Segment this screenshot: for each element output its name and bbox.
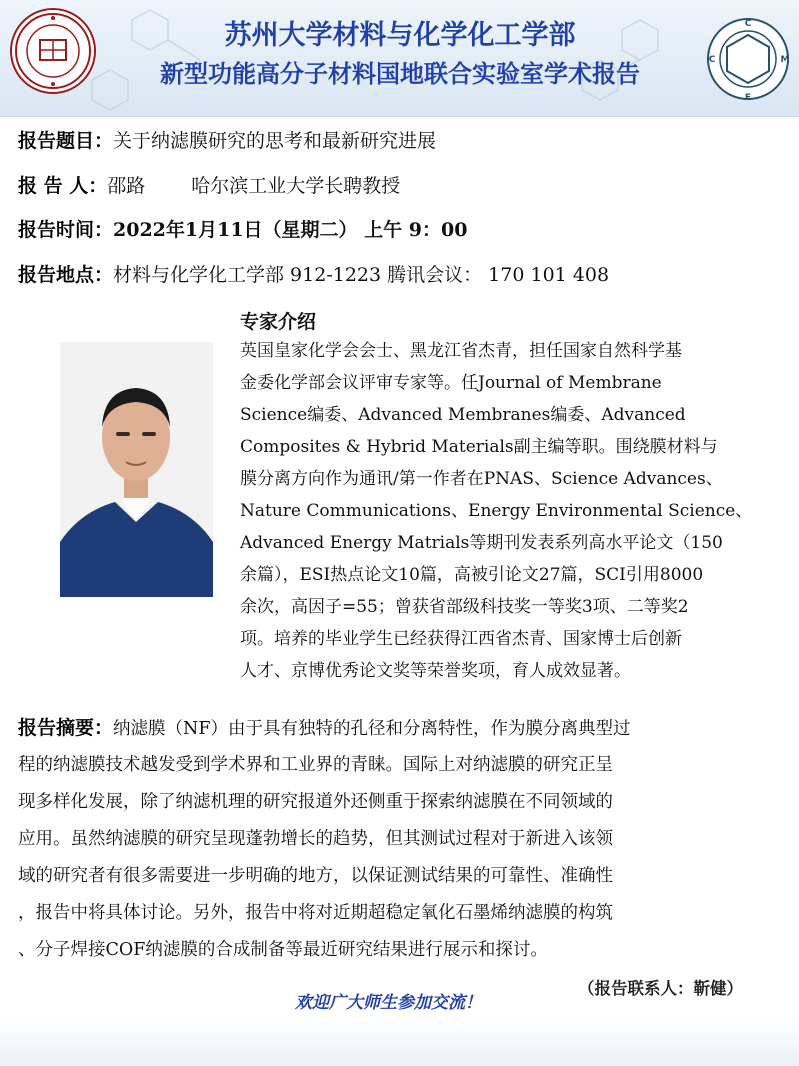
bio-line: 余篇），ESI热点论文10篇，高被引论文27篇，SCI引用8000: [240, 565, 704, 585]
bio-heading: 专家介绍: [240, 311, 317, 333]
soochow-university-logo: [10, 8, 96, 94]
speaker-row: [18, 175, 400, 197]
abstract-first-line: [18, 717, 630, 740]
hexagon-pattern-decoration: [0, 0, 799, 116]
location-row: [18, 264, 609, 286]
abstract-line: 域的研究者有很多需要进一步明确的地方，以保证测试结果的可靠性、准确性: [18, 866, 613, 886]
bio-line: Advanced Energy Matrials等期刊发表系列高水平论文（150: [240, 533, 723, 553]
speaker-photo: [60, 342, 213, 597]
time-value: 2022年1月11日（星期二） 上午 9：00: [113, 219, 468, 241]
speaker-name: 邵路: [107, 175, 146, 197]
abstract-line: 程的纳滤膜技术越发受到学术界和工业界的青睐。国际上对纳滤膜的研究正呈: [18, 755, 613, 775]
bio-line: Science编委、Advanced Membranes编委、Advanced: [240, 405, 686, 425]
abstract-line: 现多样化发展，除了纳滤机理的研究报道外还侧重于探索纳滤膜在不同领域的: [18, 792, 613, 812]
speaker-title: 哈尔滨工业大学长聘教授: [191, 175, 401, 197]
svg-text:E: E: [744, 93, 752, 103]
bio-line: 人才、京博优秀论文奖等荣誉奖项，育人成效显著。: [240, 661, 631, 681]
bio-line: Nature Communications、Energy Environmental Science、: [240, 501, 753, 521]
time-row: [18, 219, 467, 241]
bio-line: 膜分离方向作为通讯/第一作者在PNAS、Science Advances、: [240, 469, 723, 489]
header-title-line2: 新型功能高分子材料国地联合实验室学术报告: [160, 60, 640, 88]
bio-line: 余次，高因子=55；曾获省部级科技奖一等奖3项、二等奖2: [240, 597, 689, 617]
cmce-logo: [705, 14, 791, 104]
svg-text:C: C: [744, 19, 752, 29]
svg-text:C: C: [708, 55, 716, 65]
bio-line: 金委化学部会议评审专家等。任Journal of Membrane: [240, 373, 662, 393]
bio-line: 项。培养的毕业学生已经获得江西省杰青、国家博士后创新: [240, 629, 682, 649]
bottom-band: [0, 1016, 799, 1066]
location-label: 报告地点：: [18, 264, 114, 286]
abstract-line: 、分子焊接COF纳滤膜的合成制备等最近研究结果进行展示和探讨。: [18, 940, 548, 960]
topic-row: [18, 130, 436, 152]
svg-text:M: M: [780, 55, 790, 65]
header-title-line1: 苏州大学材料与化学化工学部: [224, 20, 576, 51]
abstract-label: 报告摘要：: [18, 717, 114, 739]
topic-value: 关于纳滤膜研究的思考和最新研究进展: [113, 130, 437, 152]
bio-line: 英国皇家化学会会士、黑龙江省杰青，担任国家自然科学基: [240, 341, 682, 361]
abstract-line: 应用。虽然纳滤膜的研究呈现蓬勃增长的趋势，但其测试过程对于新进入该领: [18, 829, 613, 849]
speaker-label: 报 告 人：: [18, 175, 108, 197]
time-label: 报告时间：: [18, 219, 114, 241]
abstract-line: ，报告中将具体讨论。另外，报告中将对近期超稳定氧化石墨烯纳滤膜的构筑: [18, 903, 613, 923]
header-banner: [0, 0, 799, 117]
location-value: 材料与化学化工学部 912-1223 腾讯会议： 170 101 408: [113, 264, 610, 286]
bio-line: Composites & Hybrid Materials副主编等职。围绕膜材料与: [240, 437, 718, 457]
abstract-line: 纳滤膜（NF）由于具有独特的孔径和分离特性，作为膜分离典型过: [113, 719, 631, 739]
welcome-message: 欢迎广大师生参加交流！: [295, 993, 482, 1013]
contact-person: （报告联系人：靳健）: [578, 979, 743, 998]
topic-label: 报告题目：: [18, 130, 114, 152]
